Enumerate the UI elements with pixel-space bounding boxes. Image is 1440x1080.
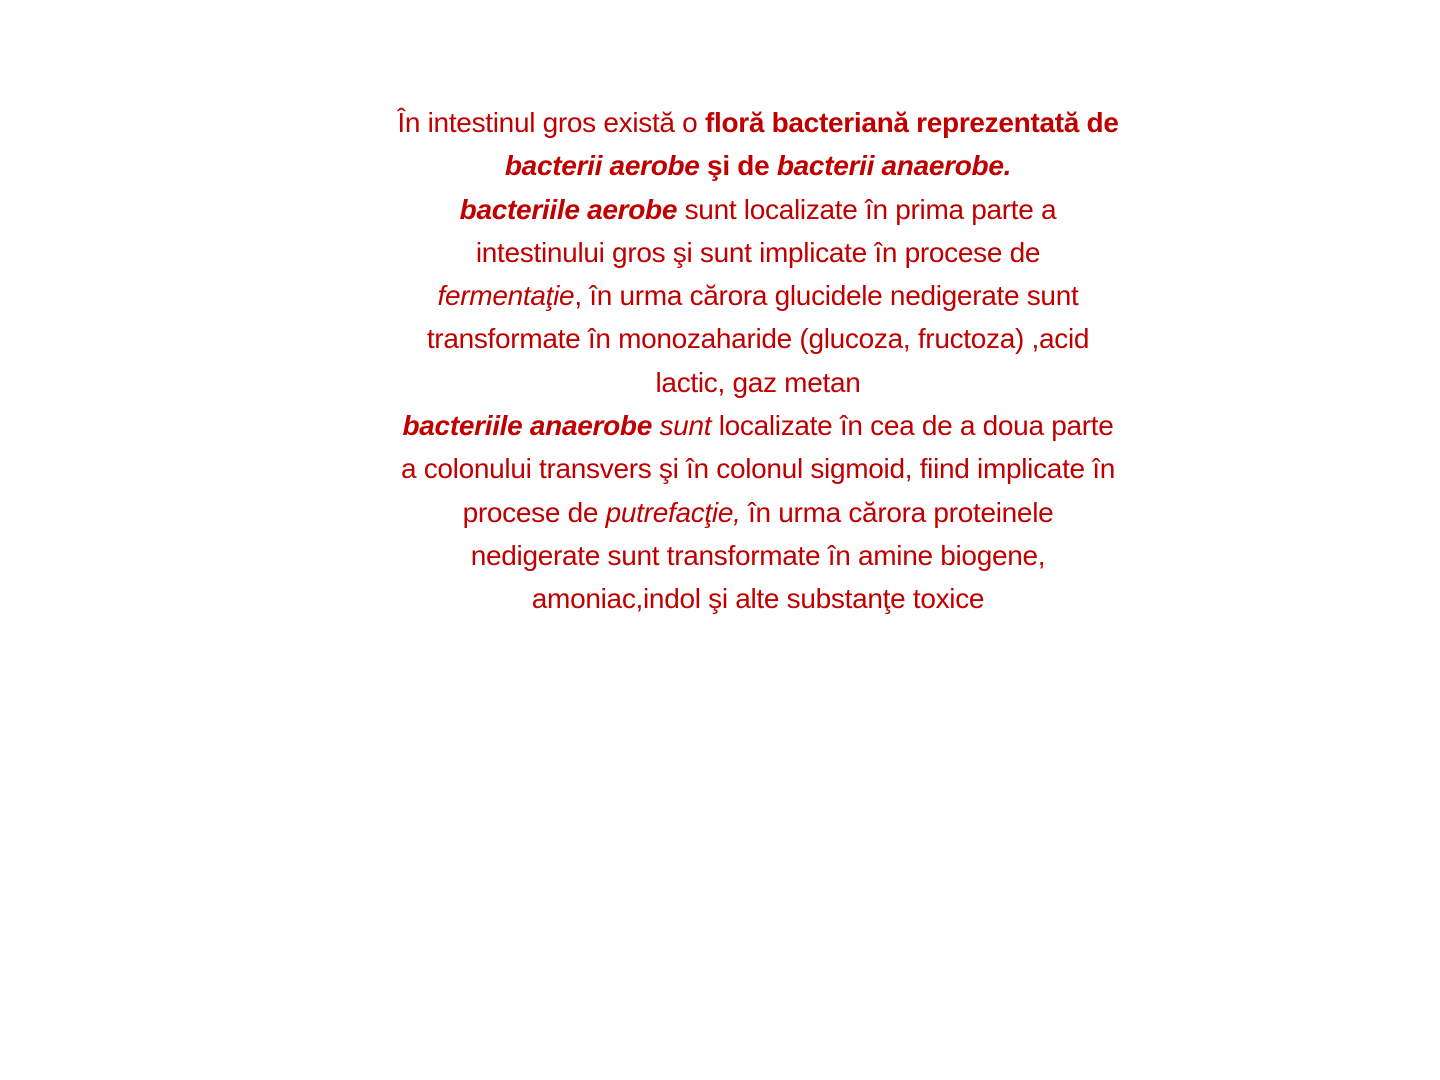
anaerobe-line-4: nedigerate sunt transformate în amine biogene, (470, 539, 1046, 571)
intro-line-2 (300, 144, 1216, 187)
aerobe-text: sunt localizate în prima parte a (677, 193, 1057, 225)
intro-text: În intestinul gros există o (397, 107, 705, 138)
conjunction-text: şi de (699, 150, 777, 182)
aerobe-line-3 (300, 274, 1216, 317)
term-anaerobic-bacteria: bacterii anaerobe. (776, 150, 1012, 182)
anaerobe-italic-verb: sunt (652, 410, 712, 442)
slide-text-block (300, 101, 1216, 621)
aerobe-text: , în urma cărora glucidele nedigerate sunt (574, 280, 1079, 312)
aerobe-heading: bacteriile aerobe (459, 193, 678, 225)
term-aerobic-bacteria: bacterii aerobe (504, 150, 700, 182)
aerobe-line-4: transformate în monozaharide (glucoza, fructoza) ,acid (426, 323, 1090, 355)
anaerobe-line-2: a colonului transvers şi în colonul sigmoid, fiind implicate în (400, 453, 1116, 485)
anaerobe-text: în urma cărora proteinele (740, 496, 1054, 528)
intro-line-1 (300, 101, 1216, 144)
anaerobe-line-5: amoniac,indol şi alte substanţe toxice (531, 583, 985, 615)
anaerobe-heading: bacteriile anaerobe (402, 410, 652, 442)
aerobe-line-2: intestinului gros şi sunt implicate în procese de (475, 236, 1041, 268)
term-putrefaction: putrefacţie, (605, 496, 741, 528)
term-fermentation: fermentaţie (437, 280, 575, 312)
anaerobe-line-3 (300, 491, 1216, 534)
aerobe-line-5: lactic, gaz metan (655, 366, 861, 398)
aerobe-line-1 (300, 188, 1216, 231)
anaerobe-line-1 (300, 404, 1216, 447)
anaerobe-text: localizate în cea de a doua parte (711, 410, 1114, 442)
intro-bold-text: floră bacteriană reprezentată de (704, 107, 1119, 138)
anaerobe-text: procese de (462, 496, 606, 528)
